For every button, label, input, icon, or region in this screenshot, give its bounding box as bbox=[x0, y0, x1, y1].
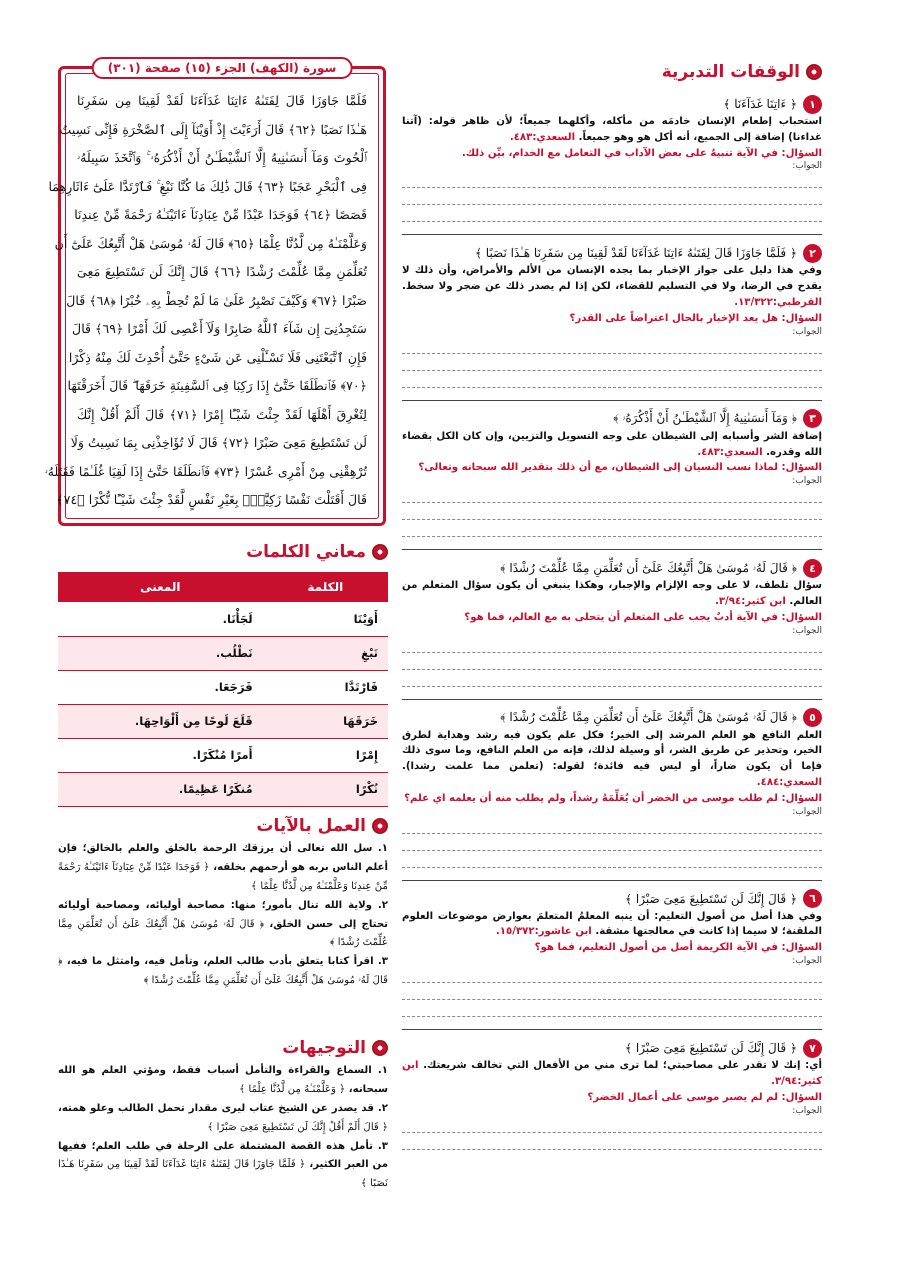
verse-quote: ﴿ قَالَ لَهُۥ مُوسَىٰ هَلْ أَتَّبِعُكَ عَلَىٰٓ أَن تُعَلِّمَنِ مِمَّا عُلِّمْتَ رُشْدًا ﴾ bbox=[58, 918, 388, 949]
answer-label: الجواب: bbox=[792, 326, 822, 337]
quran-line: تُرْهِقْنِى مِنْ أَمْرِى عُسْرًا ﴿٧٣﴾ فَٱنطَلَقَا حَتَّىٰٓ إِذَا لَقِيَا غُلَـٰمًا فَقَتَلَهُۥ bbox=[44, 463, 367, 479]
reflection-header bbox=[402, 558, 822, 578]
reflections-title: الوقفات التدبرية bbox=[661, 62, 800, 82]
apply-verses-list bbox=[58, 840, 388, 991]
guidance-list bbox=[58, 1062, 388, 1194]
reflection-header bbox=[402, 243, 822, 263]
guidance-section bbox=[58, 1034, 388, 1194]
answer-label: الجواب: bbox=[792, 1105, 822, 1116]
question-text: السؤال: في الآية أدبٌ يجب على المتعلم أن يتحلى به مع العالم، فما هو؟ bbox=[464, 611, 822, 623]
apply-verses-heading bbox=[58, 812, 388, 840]
item-text: ٣. اقرأ كتابا يتعلق بأدب طالب العلم، وتأمل فيه، وامتثل ما فيه، bbox=[66, 956, 388, 968]
meaning-cell: فَرَجَعَا. bbox=[58, 670, 263, 704]
divider bbox=[402, 234, 822, 235]
meaning-cell: نَطْلُب. bbox=[58, 636, 263, 670]
meaning-cell: مُنكَرًا عَظِيمًا. bbox=[58, 772, 263, 806]
reflection-text bbox=[402, 429, 822, 461]
word-meanings-heading bbox=[58, 538, 388, 566]
answer-line[interactable] bbox=[402, 1133, 822, 1150]
item-text: ٢. قد يصدر عن الشيخ عتاب ليرى مقدار تحمل الطالب وعلو همته، bbox=[58, 1102, 388, 1114]
source-citation: ابن عاشور:١٥/٣٧٢. bbox=[495, 926, 592, 938]
meaning-cell: لَجَأْنَا. bbox=[58, 602, 263, 636]
table-row bbox=[58, 670, 388, 704]
item-number-badge: ٣ bbox=[803, 409, 822, 428]
column-header-meaning: المعنى bbox=[58, 572, 263, 602]
verse-quote: ﴿ فَوَجَدَا عَبْدًا مِّنْ عِبَادِنَآ ءَاتَيْنَـٰهُ رَحْمَةً مِّنْ عِندِنَا وَعَلَّمْنَـٰهُ مِن لَّدُنَّا عِلْمًا ﴾ bbox=[58, 861, 388, 892]
reflection-text bbox=[402, 909, 822, 941]
reflections-section bbox=[402, 58, 822, 1150]
divider bbox=[402, 1029, 822, 1030]
flower-icon bbox=[372, 818, 388, 834]
list-item bbox=[58, 1138, 388, 1195]
reflection-item bbox=[402, 880, 822, 1017]
question-text: السؤال: لم لم يصبر موسى على أعمال الخضر؟ bbox=[587, 1091, 822, 1103]
explanation: سؤال تلطف، لا على وجه الإلزام والإجبار، وهكذا ينبغي أن يكون سؤال المتعلم من العالم. bbox=[402, 580, 822, 607]
verse-quote: ﴿ قَالَ لَهُۥ مُوسَىٰ هَلْ أَتَّبِعُكَ عَلَىٰٓ أَن تُعَلِّمَنِ مِمَّا عُلِّمْتَ رُشْدًا ﴾ bbox=[500, 710, 797, 725]
answer-line[interactable] bbox=[402, 834, 822, 851]
list-item bbox=[58, 1062, 388, 1100]
quran-line: سَتَجِدُنِىٓ إِن شَآءَ ٱللَّهُ صَابِرًا وَلَآ أَعْصِى لَكَ أَمْرًا ﴿٦٩﴾ قَالَ bbox=[72, 321, 367, 336]
source-citation: السعدي:٤٨٣. bbox=[509, 131, 576, 143]
flower-icon bbox=[372, 1040, 388, 1056]
list-item bbox=[58, 840, 388, 897]
source-citation: السعدي:٤٨٣. bbox=[697, 446, 763, 458]
table-row bbox=[58, 738, 388, 772]
answer-label: الجواب: bbox=[792, 161, 822, 172]
quran-line: فَلَمَّا جَاوَزَا قَالَ لِفَتَىٰهُ ءَاتِنَا غَدَآءَنَا لَقَدْ لَقِينَا مِن سَفَرِنَا bbox=[77, 93, 367, 108]
surah-header: سورة (الكهف) الجزء (١٥) صفحة (٣٠١) bbox=[92, 57, 353, 79]
word-meanings-section bbox=[58, 538, 388, 807]
meaning-cell: أَمرًا مُنْكَرًا. bbox=[58, 738, 263, 772]
quran-line: هَـٰذَا نَصَبًا ﴿٦٢﴾ قَالَ أَرَءَيْتَ إِذْ أَوَيْنَآ إِلَى ٱلصَّخْرَةِ فَإِنِّى نَسِيتُ bbox=[59, 121, 367, 137]
quran-line: قَالَ أَقَتَلْتَ نَفْسًا زَكِيَّةًۢ بِغَيْرِ نَفْسٍ لَّقَدْ جِئْتَ شَيْـًٔا نُّكْرًا ﴿٧٤﴾ bbox=[56, 492, 367, 507]
divider bbox=[402, 549, 822, 550]
word-meanings-table bbox=[58, 572, 388, 807]
apply-verses-title: العمل بالآيات bbox=[256, 816, 366, 836]
reflection-item bbox=[402, 549, 822, 686]
answer-line[interactable] bbox=[402, 851, 822, 868]
reflection-item bbox=[402, 234, 822, 387]
divider bbox=[402, 400, 822, 401]
reflection-text bbox=[402, 728, 822, 791]
item-number-badge: ٦ bbox=[803, 889, 822, 908]
reflection-header bbox=[402, 94, 822, 114]
quran-line: لَن تَسْتَطِيعَ مَعِىَ صَبْرًا ﴿٧٢﴾ قَالَ لَا تُؤَاخِذْنِى بِمَا نَسِيتُ وَلَا bbox=[70, 435, 367, 450]
reflections-heading bbox=[402, 58, 822, 86]
verse-quote: ﴿ فَلَمَّا جَاوَزَا قَالَ لِفَتَىٰهُ ءَاتِنَا غَدَآءَنَا لَقَدْ لَقِينَا مِن سَفَرِنَا هَـٰذَا نَصَبًا ﴾ bbox=[474, 246, 797, 261]
answer-line[interactable] bbox=[402, 1000, 822, 1017]
list-item bbox=[58, 953, 388, 991]
item-number-badge: ٤ bbox=[803, 559, 822, 578]
reflection-header bbox=[402, 889, 822, 909]
reflection-header bbox=[402, 1038, 822, 1058]
source-citation: السعدي:٤٨٤. bbox=[756, 777, 822, 788]
quran-line: فِى ٱلْبَحْرِ عَجَبًا ﴿٦٣﴾ قَالَ ذَٰلِكَ مَا كُنَّا نَبْغِ ۚ فَٱرْتَدَّا عَلَىٰٓ ءَاثَارِهِمَا bbox=[48, 178, 367, 194]
word-cell: أَوَيْنَا bbox=[263, 602, 388, 636]
quran-line: تُعَلِّمَنِ مِمَّا عُلِّمْتَ رُشْدًا ﴿٦٦﴾ قَالَ إِنَّكَ لَن تَسْتَطِيعَ مَعِىَ bbox=[77, 264, 367, 279]
verse-quote: ﴿ وَمَآ أَنسَىٰنِيهُ إِلَّا ٱلشَّيْطَـٰنُ أَنْ أَذْكُرَهُۥ ﴾ bbox=[613, 411, 797, 426]
question-text: السؤال: هل يعد الإخبار بالحال اعتراضاً على القدر؟ bbox=[569, 312, 822, 324]
answer-line[interactable] bbox=[402, 636, 822, 653]
meaning-cell: قَلَعَ لَوحًا مِن أَلْوَاحِهَا. bbox=[58, 704, 263, 738]
answer-line[interactable] bbox=[402, 337, 822, 354]
question-text: السؤال: في الآية تنبيهٌ على بعض الآداب في التعامل مع الخدام، بيِّن ذلك. bbox=[461, 147, 822, 159]
source-citation: القرطبي:١٣/٣٢٢. bbox=[734, 297, 822, 309]
list-item bbox=[58, 897, 388, 954]
explanation: استحباب إطعام الإنسان خادمَه من مأكله، وأكلهما جميعاً؛ لأن ظاهر قوله: (آتنا غداءنا) إضافة إلى الجميع، أنه أكل هو وهو جميعاً. bbox=[402, 116, 822, 143]
divider bbox=[402, 699, 822, 700]
answer-line[interactable] bbox=[402, 188, 822, 205]
reflection-text bbox=[402, 1058, 822, 1090]
answer-label: الجواب: bbox=[792, 806, 822, 817]
apply-verses-section bbox=[58, 812, 388, 991]
table-row bbox=[58, 772, 388, 806]
reflection-item bbox=[402, 400, 822, 537]
guidance-heading bbox=[58, 1034, 388, 1062]
source-citation: ابن كثير:٣/٩٤. bbox=[402, 1060, 822, 1087]
reflection-text bbox=[402, 114, 822, 146]
column-header-word: الكلمة bbox=[263, 572, 388, 602]
answer-line[interactable] bbox=[402, 371, 822, 388]
item-number-badge: ٢ bbox=[803, 244, 822, 263]
answer-line[interactable] bbox=[402, 670, 822, 687]
guidance-title: التوجيهات bbox=[282, 1038, 366, 1058]
explanation: وفي هذا دليل على جواز الإخبار بما يجده الإنسان من الألم والأمراض، وأن ذلك لا يقدح في الرضا، ولا في التسليم للقضاء، لكن إذا لم يصدر ذلك عن ضجر ولا سخط. bbox=[402, 265, 822, 293]
verse-quote: ﴿ قَالَ لَهُۥ مُوسَىٰ هَلْ أَتَّبِعُكَ عَلَىٰٓ أَن تُعَلِّمَنِ مِمَّا عُلِّمْتَ رُشْدًا ﴾ bbox=[500, 560, 797, 575]
explanation: أي: إنك لا تقدر على مصاحبتي؛ لما ترى مني من الأفعال التي تخالف شريعتك. bbox=[423, 1060, 823, 1072]
answer-label: الجواب: bbox=[792, 476, 822, 487]
quran-line: ﴿٧٠﴾ فَٱنطَلَقَا حَتَّىٰٓ إِذَا رَكِبَا فِى ٱلسَّفِينَةِ خَرَقَهَا ۖ قَالَ أَخَرَقْتَهَا bbox=[67, 378, 367, 393]
reflection-text bbox=[402, 263, 822, 310]
item-number-badge: ١ bbox=[803, 95, 822, 114]
quran-line: صَبْرًا ﴿٦٧﴾ وَكَيْفَ تَصْبِرُ عَلَىٰ مَا لَمْ تُحِطْ بِهِۦ خُبْرًا ﴿٦٨﴾ قَالَ bbox=[66, 292, 367, 308]
verse-quote: ﴿ وَعَلَّمْنَـٰهُ مِن لَّدُنَّا عِلْمًا ﴾ bbox=[239, 1083, 346, 1095]
quran-line: ٱلْحُوتَ وَمَآ أَنسَىٰنِيهُ إِلَّا ٱلشَّيْطَـٰنُ أَنْ أَذْكُرَهُۥ ۚ وَٱتَّخَذَ سَبِيلَهُۥ bbox=[77, 150, 367, 165]
verse-quote: ﴿ قَالَ لَهُۥ مُوسَىٰ هَلْ أَتَّبِعُكَ عَلَىٰٓ أَن تُعَلِّمَنِ مِمَّا عُلِّمْتَ رُشْدًا ﴾ bbox=[58, 956, 388, 987]
answer-line[interactable] bbox=[402, 520, 822, 537]
answer-line[interactable] bbox=[402, 983, 822, 1000]
verse-quote: ﴿ ءَاتِنَا غَدَآءَنَا ﴾ bbox=[723, 97, 797, 111]
flower-icon bbox=[372, 544, 388, 560]
answer-line[interactable] bbox=[402, 354, 822, 371]
answer-line[interactable] bbox=[402, 503, 822, 520]
table-row bbox=[58, 602, 388, 636]
question-text: السؤال: في الآية الكريمة أصل من أصول التعليم، فما هو؟ bbox=[534, 942, 822, 954]
word-cell: خَرَقَهَا bbox=[263, 704, 388, 738]
answer-line[interactable] bbox=[402, 653, 822, 670]
item-text: ٢. ولاية الله تنال بأمور؛ منها: مصاحبة أوليائه، ومصاحبة أوليائه تحتاج إلى حسن الخلق، bbox=[58, 899, 388, 930]
quran-text bbox=[44, 87, 367, 515]
answer-line[interactable] bbox=[402, 966, 822, 983]
list-item bbox=[58, 1100, 388, 1138]
item-text: ١. السماع والقراءة والتأمل أسباب فقط، ومؤتي العلم هو الله سبحانه، bbox=[58, 1065, 388, 1095]
verse-quote: ﴿ فَلَمَّا جَاوَزَا قَالَ لِفَتَىٰهُ ءَاتِنَا غَدَآءَنَا لَقَدْ لَقِينَا مِن سَفَرِنَا هَـٰذَا نَصَبًا ﴾ bbox=[58, 1159, 388, 1190]
item-text: ٣. تأمل هذه القصة المشتملة على الرحلة في طلب العلم؛ ففيها من العبر الكثير، bbox=[58, 1140, 389, 1171]
item-text: ١. سل الله تعالى أن يرزقك الرحمة بالخلق والعلم بالخالق؛ فإن أعلم الناس بربه هو أرحمهم بخلقه، bbox=[58, 843, 388, 873]
word-cell: نُكْرًا bbox=[263, 772, 388, 806]
question-text: السؤال: لماذا نسب النسيان إلى الشيطان، مع أن ذلك بتقدير الله سبحانه وتعالى؟ bbox=[418, 462, 822, 474]
reflection-item bbox=[402, 1029, 822, 1149]
quran-line: وَعَلَّمْنَـٰهُ مِن لَّدُنَّا عِلْمًا ﴿٦٥﴾ قَالَ لَهُۥ مُوسَىٰ هَلْ أَتَّبِعُكَ عَلَىٰٓ أَن bbox=[54, 235, 367, 251]
explanation: وفي هذا أصل من أصول التعليم: أن ينبه المعلمُ المتعلمَ بعوارض موضوعات العلوم الملقنة؛ لا سيما إذا كانت في معالجتها مشقة. bbox=[402, 910, 822, 938]
answer-line[interactable] bbox=[402, 1116, 822, 1133]
flower-icon bbox=[806, 64, 822, 80]
verse-quote: ﴿ قَالَ إِنَّكَ لَن تَسْتَطِيعَ مَعِىَ صَبْرًا ﴾ bbox=[625, 1041, 797, 1056]
answer-line[interactable] bbox=[402, 171, 822, 188]
quran-line: لِتُغْرِقَ أَهْلَهَا لَقَدْ جِئْتَ شَيْـًٔا إِمْرًا ﴿٧١﴾ قَالَ أَلَمْ أَقُلْ إِنَّكَ bbox=[77, 406, 367, 422]
reflection-text bbox=[402, 578, 822, 610]
table-row bbox=[58, 636, 388, 670]
answer-line[interactable] bbox=[402, 486, 822, 503]
quran-line: فَإِنِ ٱتَّبَعْتَنِى فَلَا تَسْـَٔلْنِى عَن شَىْءٍ حَتَّىٰٓ أُحْدِثَ لَكَ مِنْهُ ذِكْرًا bbox=[68, 349, 367, 365]
source-citation: ابن كثير:٣/٩٤. bbox=[714, 595, 786, 607]
item-number-badge: ٧ bbox=[803, 1039, 822, 1058]
reflection-list bbox=[402, 94, 822, 1150]
reflection-item bbox=[402, 94, 822, 222]
reflection-header bbox=[402, 409, 822, 429]
divider bbox=[402, 880, 822, 881]
answer-label: الجواب: bbox=[792, 625, 822, 636]
quran-page-frame bbox=[44, 61, 386, 526]
verse-quote: ﴿ قَالَ إِنَّكَ لَن تَسْتَطِيعَ مَعِىَ صَبْرًا ﴾ bbox=[625, 891, 797, 906]
word-meanings-title: معاني الكلمات bbox=[246, 542, 366, 562]
explanation: إضافة الشر وأسبابه إلى الشيطان على وجه التسويل والتزيين، وإن كان الكل بقضاء الله وقدره. bbox=[402, 430, 822, 458]
reflection-header bbox=[402, 708, 822, 728]
table-row bbox=[58, 704, 388, 738]
word-cell: إِمْرًا bbox=[263, 738, 388, 772]
quran-line: قَصَصًا ﴿٦٤﴾ فَوَجَدَا عَبْدًا مِّنْ عِبَادِنَآ ءَاتَيْنَـٰهُ رَحْمَةً مِّنْ عِندِنَا bbox=[74, 207, 367, 222]
question-text: السؤال: لم طلب موسى من الخضر أن يُعَلِّمَهُ رشداً، ولم يطلب منه أن يعلمه اي علم؟ bbox=[404, 792, 822, 804]
answer-line[interactable] bbox=[402, 817, 822, 834]
explanation: العلم النافع هو العلم المرشد إلى الخير؛ فكل علم يكون فيه رشد وهداية لطرق الخير، وتحذير عن طريق الشر، أو وسيلة لذلك، فإنه من العلم النافع، وما سوى ذلك فإما أن يكون ضاراً، أو ليس فيه فائدة؛ لقوله: (تعلمن مما علمت رشدا). bbox=[402, 729, 822, 773]
word-cell: فَارْتَدَّا bbox=[263, 670, 388, 704]
answer-label: الجواب: bbox=[792, 956, 822, 967]
reflection-item bbox=[402, 699, 822, 868]
item-number-badge: ٥ bbox=[803, 708, 822, 727]
verse-quote: ﴿ قَالَ أَلَمْ أَقُلْ إِنَّكَ لَن تَسْتَطِيعَ مَعِىَ صَبْرًا ﴾ bbox=[207, 1121, 388, 1133]
answer-line[interactable] bbox=[402, 205, 822, 222]
word-cell: نَبْغِ bbox=[263, 636, 388, 670]
